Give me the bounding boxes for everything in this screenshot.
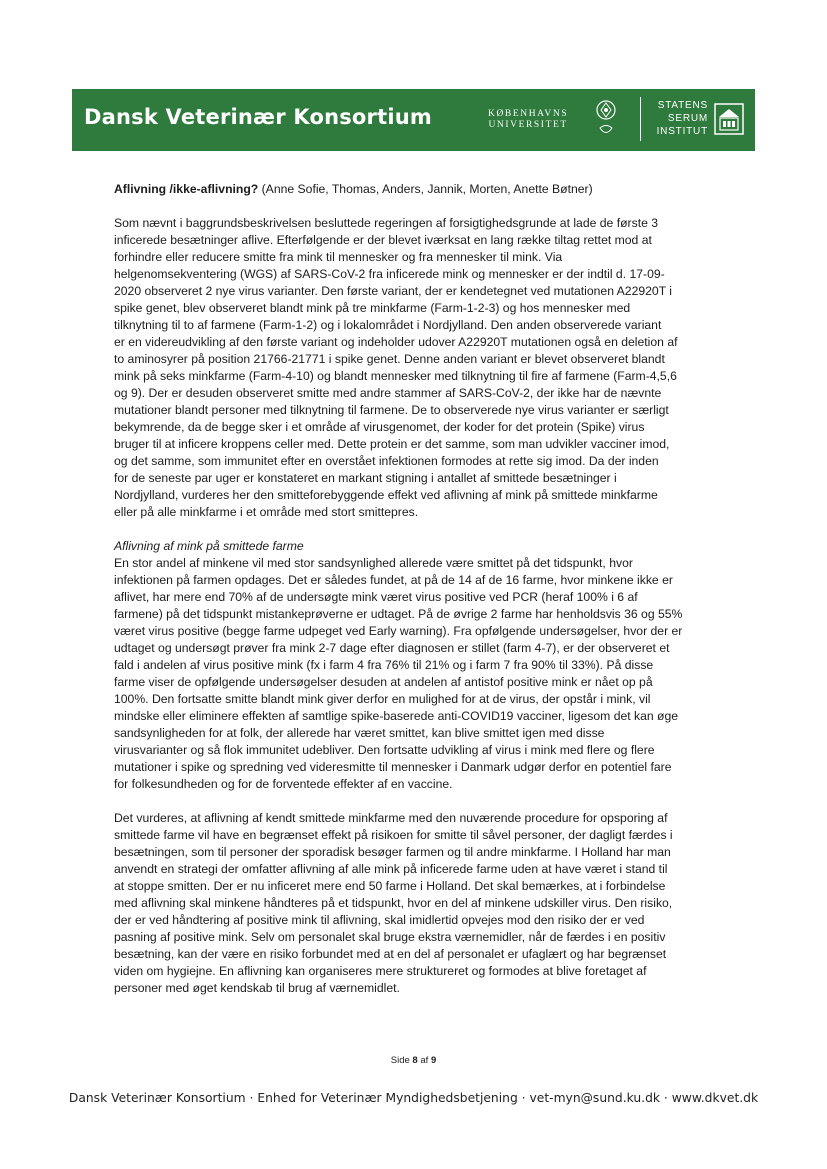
- ku-line-1: KØBENHAVNS: [488, 109, 569, 119]
- subsection-heading: Aflivning af mink på smittede farme: [114, 539, 304, 553]
- text-line: smittede farme vil have en begrænset effekt på risikoen for smitte til såvel personer, der dagligt færdes i: [114, 828, 673, 842]
- text-line: Nordjylland, vurderes her den smitteforebyggende effekt ved aflivning af mink på smittede minkfarme: [114, 488, 658, 502]
- page-total: 9: [430, 1055, 437, 1066]
- paragraph-3: [114, 810, 714, 997]
- text-line: viden om hygiejne. En aflivning kan organiseres mere struktureret og formodes at blive foretaget af: [114, 964, 647, 978]
- text-line: 100%. Den fortsatte smitte blandt mink giver derfor en mulighed for at de virus, der opstår i mink, vil: [114, 692, 651, 706]
- text-line: En stor andel af minkene vil med stor sandsynlighed allerede være smittet på det tidspunkt, hvor: [114, 556, 633, 570]
- text-line: personer med øget kendskab til brug af værnemidlet.: [114, 981, 400, 995]
- text-line: Som nævnt i baggrundsbeskrivelsen besluttede regeringen af forsigtighedsgrunde at lade de første 3: [114, 216, 659, 230]
- text-line: med aflivning skal minkene håndteres på et tidspunkt, hvor en del af minkene udskiller virus. Den risiko,: [114, 896, 673, 910]
- text-line: udtaget og undersøgt prøver fra mink 2-7 dage efter diagnosen er stillet (farm 4-7), er der observeret et: [114, 641, 670, 655]
- text-line: aflivet, har mere end 70% af de undersøgte mink været virus positive ved PCR (heraf 100% i 6 af: [114, 590, 638, 604]
- ssi-logo-icon: [714, 103, 744, 135]
- text-line: fald i andelen af virus positive mink (fx i farm 4 fra 76% til 21% og i farm 7 fra 90% til 33%). På disse: [114, 658, 654, 672]
- text-line: Det vurderes, at aflivning af kendt smittede minkfarme med den nuværende procedure for opsporing af: [114, 811, 668, 825]
- text-line: at stoppe smitten. Der er nu inficeret mere end 50 farme i Holland. Det skal bemærkes, at i forbindelse: [114, 879, 666, 893]
- text-line: været virus positive (begge farme udpeget ved Early warning). Fra opfølgende undersøgelser, hvor der er: [114, 624, 683, 638]
- text-line: forhindre eller reducere smitte fra mink til mennesker og fra mennesker til mink. Via: [114, 250, 563, 264]
- ku-line-2: UNIVERSITET: [488, 120, 568, 130]
- text-line: er en videreudvikling af den første variant og indeholder udover A22920T mutationen også en deletion af: [114, 335, 678, 349]
- paragraph-1: [114, 215, 714, 521]
- section-title: [114, 181, 714, 198]
- text-line: og 9). Der er desuden observeret smitte med andre stammer af SARS-CoV-2, der ikke har de nævnte: [114, 386, 662, 400]
- text-line: farmene) på det tidspunkt mistankeprøverne er udtaget. På de øvrige 2 farme har henholdsvis 36 og 55%: [114, 607, 683, 621]
- text-line: helgenomsekventering (WGS) af SARS-CoV-2 fra inficerede mink og mennesker er der indtil d. 17-09-: [114, 267, 665, 281]
- text-line: der er ved håndtering af positive mink til aflivning, skal imidlertid opvejes mod den risiko der er ved: [114, 913, 645, 927]
- text-line: for folkesundheden og for de forventede effekter af en vaccine.: [114, 777, 453, 791]
- title-bold: Aflivning /ikke-aflivning?: [114, 182, 259, 196]
- ssi-line-2: SERUM: [667, 113, 708, 124]
- text-line: virusvarianter og så flok immunitet udebliver. Den fortsatte udvikling af virus i mink med flere og flere: [114, 743, 655, 757]
- text-line: bruger til at inficere kroppens celler med. Dette protein er det samme, som man udvikler vacciner imod,: [114, 437, 670, 451]
- text-line: anvendt en strategi der omfatter aflivning af alle mink på inficerede farme uden at have været i stand til: [114, 862, 668, 876]
- text-line: mindske eller eliminere effekten af samtlige spike-baserede anti-COVID19 vacciner, ligesom det kan øge: [114, 709, 679, 723]
- text-line: spike genet, blev observeret blandt mink på tre minkfarme (Farm-1-2-3) og hos mennesker med: [114, 301, 631, 315]
- text-line: sandsynligheden for at folk, der allerede har været smittet, kan blive smittet igen med disse: [114, 726, 605, 740]
- consortium-title: Dansk Veterinær Konsortium: [84, 105, 432, 129]
- text-line: farme viser de opfølgende undersøgelser desuden at andelen af antistof positive mink er nået op på: [114, 675, 653, 689]
- text-line: mink på seks minkfarme (Farm-4-10) og blandt mennesker med tilknytning til fire af farmene (Farm-4,5,6: [114, 369, 677, 383]
- logo-separator: [640, 97, 641, 141]
- text-line: infektionen på farmen opdages. Det er således fundet, at på de 14 af de 16 farme, hvor minkene ikke er: [114, 573, 673, 587]
- text-line: bekymrende, da de begge sker i et område af virusgenomet, der koder for det protein (Spike) virus: [114, 420, 645, 434]
- ku-seal-icon: [592, 95, 620, 141]
- header-banner: [72, 89, 755, 151]
- text-line: inficerede besætninger aflive. Efterfølgende er der blevet iværksat en lang række tiltag rettet mod at: [114, 233, 652, 247]
- text-line: 2020 observeret 2 nye virus varianter. Den første variant, der er kendetegnet ved mutationen A22920T i: [114, 284, 673, 298]
- page-sep: af: [420, 1055, 429, 1066]
- text-line: og det samme, som immunitet efter en overstået infektionen formodes at rette sig imod. Da der inden: [114, 454, 659, 468]
- title-authors: (Anne Sofie, Thomas, Anders, Jannik, Morten, Anette Bøtner): [261, 182, 593, 196]
- ku-name: [488, 109, 568, 131]
- ssi-line-3: INSTITUT: [656, 126, 708, 137]
- text-line: eller på alle minkfarme i et område med stort smittepres.: [114, 505, 419, 519]
- ssi-name: [652, 99, 708, 138]
- document-body: [114, 181, 714, 997]
- page-footer: Dansk Veterinær Konsortium · Enhed for Veterinær Myndighedsbetjening · vet-myn@sund.ku.dk · www.dkvet.dk: [68, 1091, 759, 1105]
- ssi-line-1: STATENS: [657, 100, 708, 111]
- paragraph-2: [114, 555, 714, 793]
- page-prefix: Side: [390, 1055, 410, 1066]
- text-line: besætningen, som til personer der sporadisk besøger farmen og til andre minkfarme. I Holland har man: [114, 845, 671, 859]
- text-line: mutationer i spike og spredning ved videresmitte til mennesker i Danmark udgør derfor en potentiel fare: [114, 760, 672, 774]
- text-line: mutationer blandt personer med tilknytning til farmene. De to observerede nye virus varianter er særligt: [114, 403, 669, 417]
- text-line: to aminosyrer på position 21766-21771 i spike genet. Denne anden variant er blevet observeret blandt: [114, 352, 665, 366]
- text-line: tilknytning til to af farmene (Farm-1-2) og i lokalområdet i Nordjylland. Den anden observerede variant: [114, 318, 662, 332]
- text-line: besætning, kan der være en risiko forbundet med at en del af personalet er ufaglært og har begrænset: [114, 947, 667, 961]
- text-line: pasning af positive mink. Selv om personalet skal bruge ekstra værnemidler, når de færdes i en positiv: [114, 930, 666, 944]
- text-line: for de seneste par uger er konstateret en markant stigning i antallet af smittede besætninger i: [114, 471, 617, 485]
- page-current: 8: [412, 1055, 418, 1066]
- page-number: [0, 1055, 827, 1066]
